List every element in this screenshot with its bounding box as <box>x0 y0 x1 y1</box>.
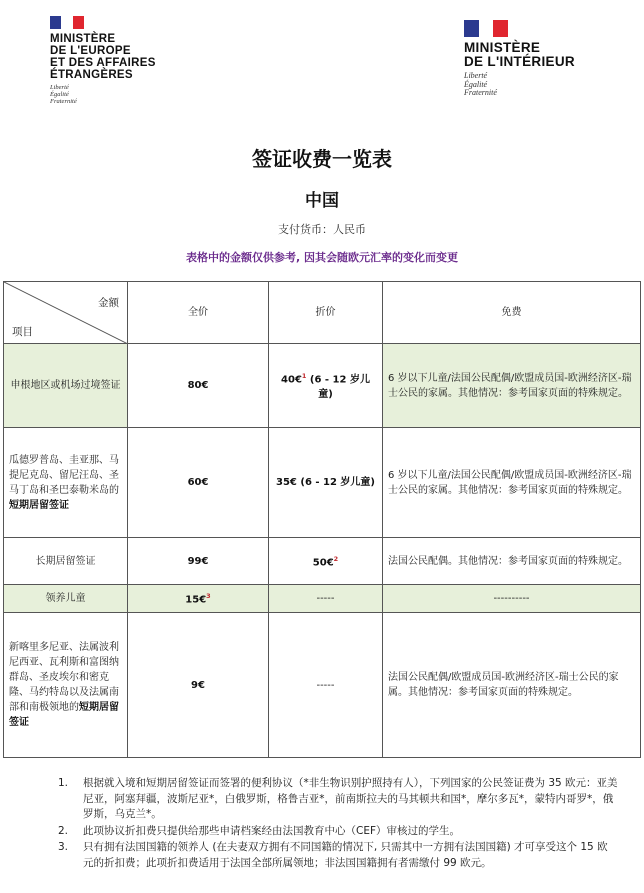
page-title: 签证收费一览表 <box>252 147 392 171</box>
header-free: 免费 <box>383 282 641 344</box>
header-item: 项目 <box>12 326 33 338</box>
logo-right-motto: Liberté Égalité Fraternité <box>464 71 497 97</box>
logo-left-motto: Liberté Égalité Fraternité <box>50 84 77 105</box>
row-free: 6 岁以下儿童/法国公民配偶/欧盟成员国-欧洲经济区-瑞士公民的家属。其他情况：参考国家页面的特殊规定。 <box>383 344 641 428</box>
row-discount: 35€ (6 - 12 岁儿童) <box>269 428 383 538</box>
table-row <box>4 428 641 538</box>
page-subtitle: 中国 <box>305 191 339 211</box>
row-item: 申根地区或机场过境签证 <box>4 344 128 428</box>
row-free: 6 岁以下儿童/法国公民配偶/欧盟成员国-欧洲经济区-瑞士公民的家属。其他情况：参考国家页面的特殊规定。 <box>383 428 641 538</box>
footnote-item: 2. 此项协议折扣费只提供给那些申请档案经由法国教育中心（CEF）审核过的学生。 <box>58 824 461 837</box>
row-free: 法国公民配偶。其他情况：参考国家页面的特殊规定。 <box>383 538 641 585</box>
footnote-ref: 2 <box>333 554 339 563</box>
row-item: 瓜德罗普岛、圭亚那、马提尼克岛、留尼汪岛、圣马丁岛和圣巴泰勒米岛的短期居留签证 <box>4 428 128 538</box>
header-amount: 金额 <box>98 297 119 309</box>
row-full-price: 60€ <box>128 428 269 538</box>
row-item: 新喀里多尼亚、法属波利尼西亚、瓦利斯和富图纳群岛、圣皮埃尔和密克隆、马约特岛以及法属南部和南极领地的短期居留签证 <box>4 613 128 758</box>
row-item: 长期居留签证 <box>4 538 128 585</box>
header-discount: 折价 <box>269 282 383 344</box>
currency-line: 支付货币：人民币 <box>278 223 366 236</box>
row-free: 法国公民配偶/欧盟成员国-欧洲经济区-瑞士公民的家属。其他情况：参考国家页面的特殊规定。 <box>383 613 641 758</box>
header-full-price: 全价 <box>128 282 269 344</box>
exchange-rate-note: 表格中的金额仅供参考, 因其会随欧元汇率的变化而变更 <box>185 251 458 264</box>
footnotes <box>58 776 618 872</box>
row-free: ---------- <box>383 585 641 613</box>
french-flag-icon <box>464 20 508 37</box>
footnote-ref: 1 <box>301 371 307 380</box>
row-discount: 40€$^1$ (6 - 12 岁儿童) <box>269 344 383 428</box>
table-row <box>4 538 641 585</box>
row-full-price: 80€ <box>128 344 269 428</box>
row-full-price: 99€ <box>128 538 269 585</box>
row-discount: ----- <box>269 585 383 613</box>
header-corner-cell <box>4 282 128 344</box>
table-header-row <box>4 282 641 344</box>
logo-right-name: MINISTÈRE DE L'INTÉRIEUR <box>464 40 575 69</box>
logo-ministere-europe <box>50 16 156 105</box>
footnote-ref: 3 <box>206 592 211 601</box>
row-item: 领养儿童 <box>4 585 128 613</box>
row-discount: 50€$^2$ <box>269 538 383 585</box>
french-flag-icon <box>50 16 84 29</box>
visa-fee-table <box>3 281 641 758</box>
logo-ministere-interieur <box>464 20 575 98</box>
row-discount: ----- <box>269 613 383 758</box>
table-row <box>4 585 641 613</box>
row-full-price: 15€$^3$ <box>128 585 269 613</box>
table-row <box>4 613 641 758</box>
table-row <box>4 344 641 428</box>
footnote-item: 1. 根据就入境和短期居留签证而签署的便利协议（*非生物识别护照持有人），下列国家的公民签证费为 35 欧元：亚美尼亚，阿塞拜疆，波斯尼亚*，白俄罗斯，格鲁吉亚*，前南斯拉夫的马其顿共和国*，摩尔多瓦*，蒙特内哥罗*，俄罗斯，乌克兰*。 <box>58 777 618 820</box>
row-full-price: 9€ <box>128 613 269 758</box>
footnote-item: 3. 只有拥有法国国籍的领养人 (在夫妻双方拥有不同国籍的情况下, 只需其中一方拥有法国国籍) 才可享受这个 15 欧元的折扣费；此项折扣费适用于法国全部所属领地；非法国国籍拥有者需缴付 99 欧元。 <box>58 841 608 869</box>
logo-left-name: MINISTÈRE DE L'EUROPE ET DES AFFAIRES ÉTRANGÈRES <box>50 33 156 81</box>
